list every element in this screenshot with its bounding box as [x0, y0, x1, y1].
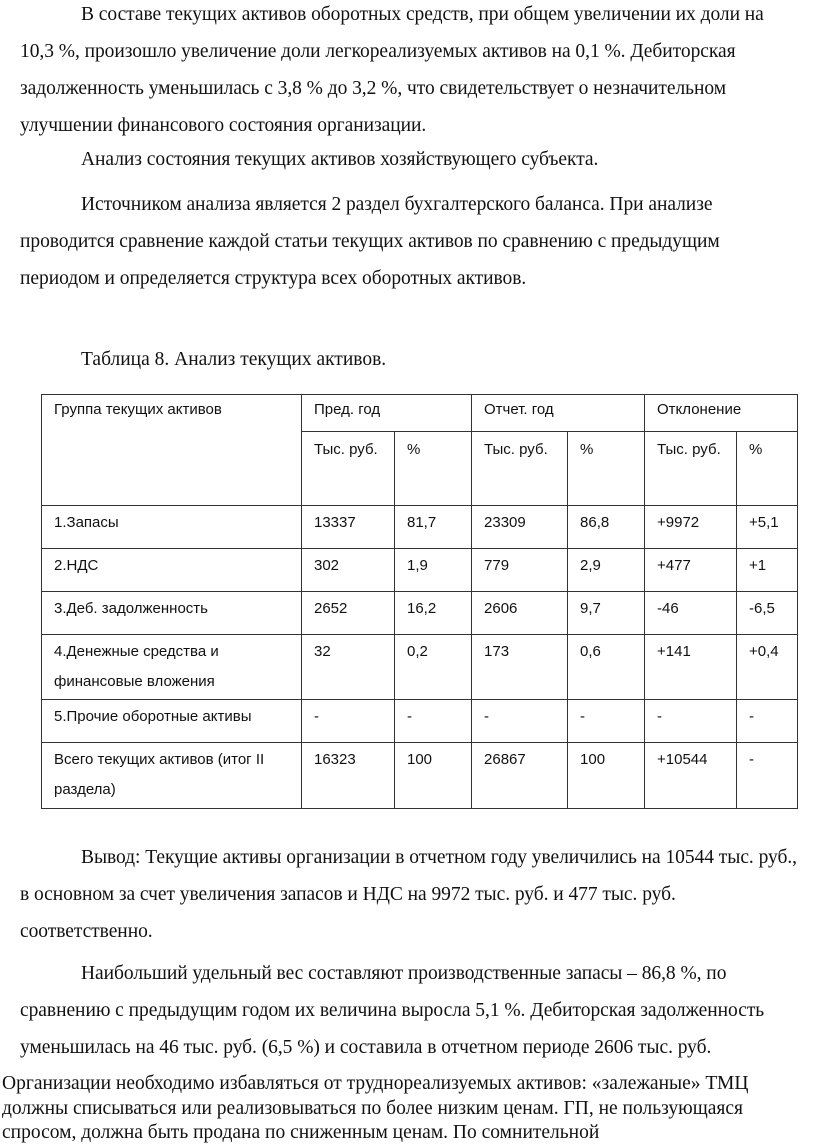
table-cell: +477 [645, 549, 737, 592]
table-cell: 2652 [302, 592, 395, 635]
subheader-cell: Тыс. руб. [645, 432, 737, 506]
table-cell: 1,9 [395, 549, 472, 592]
table-cell: 100 [568, 743, 645, 809]
table-total-row [42, 743, 798, 809]
table-cell: 9,7 [568, 592, 645, 635]
row-label: 2.НДС [42, 549, 302, 592]
table-row [42, 549, 798, 592]
table-row [42, 635, 798, 700]
table-row [42, 506, 798, 549]
table-cell: 302 [302, 549, 395, 592]
paragraph-current-assets-structure: В составе текущих активов оборотных средств, при общем увеличении их доли на 10,3 %, произошло увеличение доли легкореализуемых активов на 0,1 %. Дебиторская задолженность уменьшилась с 3,8 % до 3,2 %, что свидетельствует о незначительном улучшении финансового состояния организации. [20, 4, 764, 136]
subheader-cell: % [737, 432, 798, 506]
paragraph-recommendation: Организации необходимо избавляться от труднореализуемых активов: «залежаные» ТМЦ должны списываться или реализовываться по более низким ценам. ГП, не пользующаяся спросом, должна быть продана по сниженным ценам. По сомнительной [2, 1073, 749, 1143]
table-cell: +5,1 [737, 506, 798, 549]
table-cell: 2606 [472, 592, 568, 635]
row-label: 1.Запасы [42, 506, 302, 549]
subheader-cell: % [568, 432, 645, 506]
table-cell: 16323 [302, 743, 395, 809]
paragraph-conclusion: Вывод: Текущие активы организации в отчетном году увеличились на 10544 тыс. руб., в основном за счет увеличения запасов и НДС на 9972 тыс. руб. и 477 тыс. руб. соответственно. [20, 847, 797, 942]
table-cell: +10544 [645, 743, 737, 809]
table-cell: 13337 [302, 506, 395, 549]
table-cell: 100 [395, 743, 472, 809]
header-prev-year: Пред. год [302, 395, 472, 432]
table-cell: +9972 [645, 506, 737, 549]
table-cell: - [737, 700, 798, 743]
table-cell: 23309 [472, 506, 568, 549]
table-cell: 16,2 [395, 592, 472, 635]
row-label: Всего текущих активов (итог II раздела) [42, 743, 302, 809]
subheader-cell: Тыс. руб. [302, 432, 395, 506]
table-cell: - [645, 700, 737, 743]
table-cell: - [472, 700, 568, 743]
table-row [42, 592, 798, 635]
table-cell: 0,6 [568, 635, 645, 700]
table-cell: - [737, 743, 798, 809]
header-deviation: Отклонение [645, 395, 798, 432]
table-cell: - [568, 700, 645, 743]
row-label: 5.Прочие оборотные активы [42, 700, 302, 743]
table-row [42, 700, 798, 743]
table-cell: 81,7 [395, 506, 472, 549]
table-cell: -6,5 [737, 592, 798, 635]
paragraph-analysis-heading: Анализ состояния текущих активов хозяйствующего субъекта. [81, 149, 599, 170]
table-header-row [42, 395, 798, 432]
subheader-cell: % [395, 432, 472, 506]
table-cell: - [302, 700, 395, 743]
table-cell: 0,2 [395, 635, 472, 700]
table-cell: +1 [737, 549, 798, 592]
table-cell: - [395, 700, 472, 743]
header-report-year: Отчет. год [472, 395, 645, 432]
table-cell: 779 [472, 549, 568, 592]
paragraph-largest-share: Наибольший удельный вес составляют производственные запасы – 86,8 %, по сравнению с предыдущим годом их величина выросла 5,1 %. Дебиторская задолженность уменьшилась на 46 тыс. руб. (6,5 %) и составила в отчетном периоде 2606 тыс. руб. [20, 963, 765, 1058]
table-cell: +141 [645, 635, 737, 700]
row-label: 4.Денежные средства и финансовые вложения [42, 635, 302, 700]
paragraph-analysis-source: Источником анализа является 2 раздел бухгалтерского баланса. При анализе проводится сравнение каждой статьи текущих активов по сравнению с предыдущим периодом и определяется структура всех оборотных активов. [20, 194, 720, 289]
table-cell: 32 [302, 635, 395, 700]
header-group: Группа текущих активов [42, 395, 302, 506]
table-cell: 26867 [472, 743, 568, 809]
table-cell: +0,4 [737, 635, 798, 700]
table-cell: 2,9 [568, 549, 645, 592]
table-caption: Таблица 8. Анализ текущих активов. [81, 349, 387, 370]
subheader-cell: Тыс. руб. [472, 432, 568, 506]
table-cell: 86,8 [568, 506, 645, 549]
table-cell: -46 [645, 592, 737, 635]
table-cell: 173 [472, 635, 568, 700]
row-label: 3.Деб. задолженность [42, 592, 302, 635]
current-assets-table [41, 394, 798, 809]
